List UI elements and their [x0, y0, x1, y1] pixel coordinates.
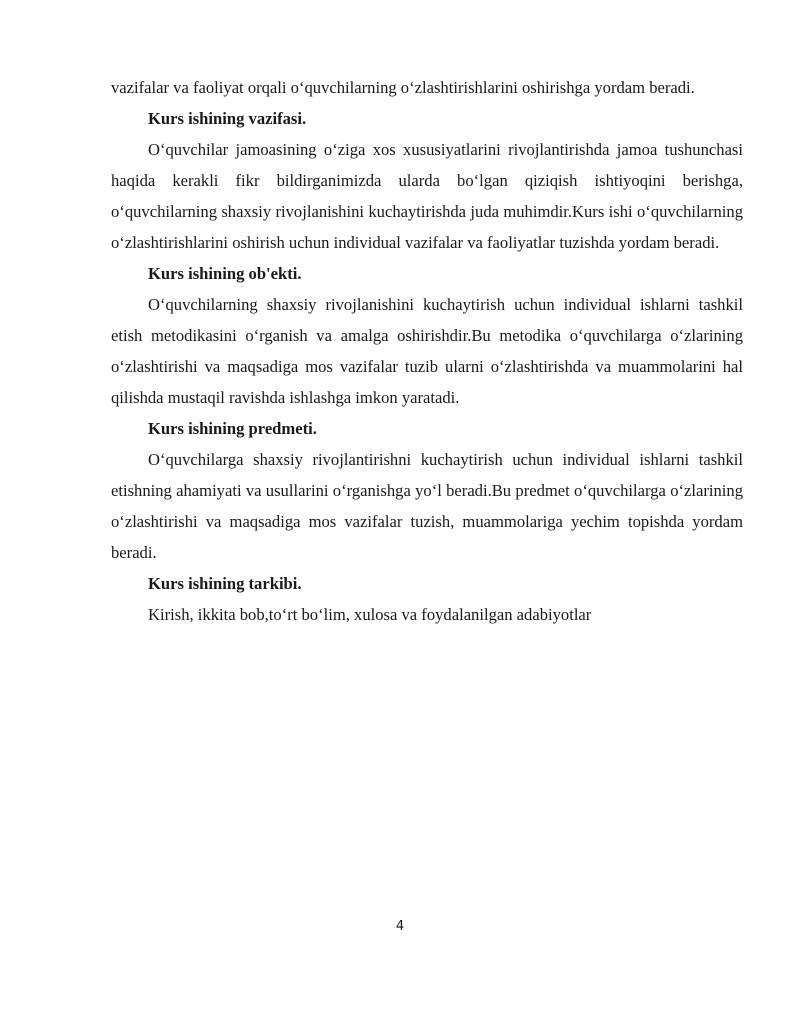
heading-vazifasi: Kurs ishining vazifasi. — [148, 109, 307, 128]
paragraph-continuation: vazifalar va faoliyat orqali o‘quvchilarning o‘zlashtirishlarini oshirishga yordam beradi. — [111, 78, 695, 97]
heading-obekti: Kurs ishining ob'ekti. — [148, 264, 302, 283]
page-body — [111, 72, 743, 630]
paragraph-tarkibi: Kirish, ikkita bob,to‘rt bo‘lim, xulosa va foydalanilgan adabiyotlar — [148, 605, 592, 624]
page-number: 4 — [395, 919, 405, 934]
paragraph-obekti: O‘quvchilarning shaxsiy rivojlanishini kuchaytirish uchun individual ishlarni tashkil etish metodikasini o‘rganish va amalga oshirishdir.Bu metodika o‘quvchilarga o‘zlarining o‘zlashtirishi va maqsadiga mos vazifalar tuzib ularni o‘zlashtirishda va muammolarini hal qilishda mustaqil ravishda ishlashga imkon yaratadi. — [111, 295, 743, 407]
paragraph-vazifasi: O‘quvchilar jamoasining o‘ziga xos xususiyatlarini rivojlantirishda jamoa tushunchasi haqida kerakli fikr bildirganimizda ularda bo‘lgan qiziqish ishtiyoqini berishga, o‘quvchilarning shaxsiy rivojlanishini kuchaytirishda juda muhimdir.Kurs ishi o‘quvchilarning o‘zlashtirishlarini oshirish uchun individual vazifalar va faoliyatlar tuzishda yordam beradi. — [111, 140, 743, 252]
heading-tarkibi: Kurs ishining tarkibi. — [148, 574, 302, 593]
heading-predmeti: Kurs ishining predmeti. — [148, 419, 317, 438]
paragraph-predmeti: O‘quvchilarga shaxsiy rivojlantirishni kuchaytirish uchun individual ishlarni tashkil etishning ahamiyati va usullarini o‘rganishga yo‘l beradi.Bu predmet o‘quvchilarga o‘zlarining o‘zlashtirishi va maqsadiga mos vazifalar tuzish, muammolariga yechim topishda yordam beradi. — [111, 450, 743, 562]
